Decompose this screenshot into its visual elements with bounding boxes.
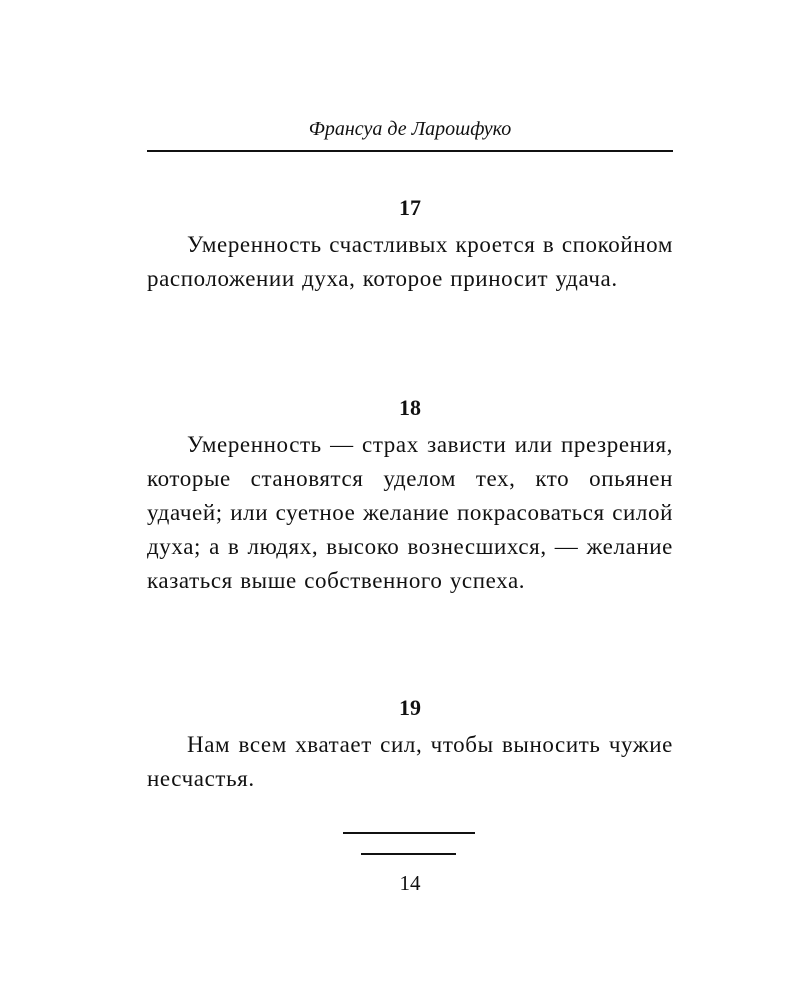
- page-number: 14: [399, 871, 421, 895]
- maxim-19: [147, 694, 673, 796]
- running-head-author: Франсуа де Ларошфуко: [308, 118, 512, 140]
- maxim-18: [147, 394, 673, 598]
- footer-rule-short: [361, 853, 456, 855]
- maxim-17: [147, 194, 673, 296]
- footer-rule-long: [343, 832, 475, 834]
- maxim-number: 18: [399, 395, 421, 420]
- maxim-text: Умеренность — страх зависти или презрения, которые становятся уделом тех, кто опьянен удачей; или суетное желание покрасоваться силой духа; а в людях, высоко вознесшихся, — желание казаться выше собственного успеха.: [147, 432, 673, 593]
- maxim-number: 19: [399, 695, 421, 720]
- maxim-number: 17: [399, 195, 421, 220]
- maxim-text: Умеренность счастливых кроется в спокойном расположении духа, которое приносит удача.: [147, 232, 673, 291]
- header-rule: [147, 150, 673, 152]
- maxim-text: Нам всем хватает сил, чтобы выносить чужие несчастья.: [147, 732, 673, 791]
